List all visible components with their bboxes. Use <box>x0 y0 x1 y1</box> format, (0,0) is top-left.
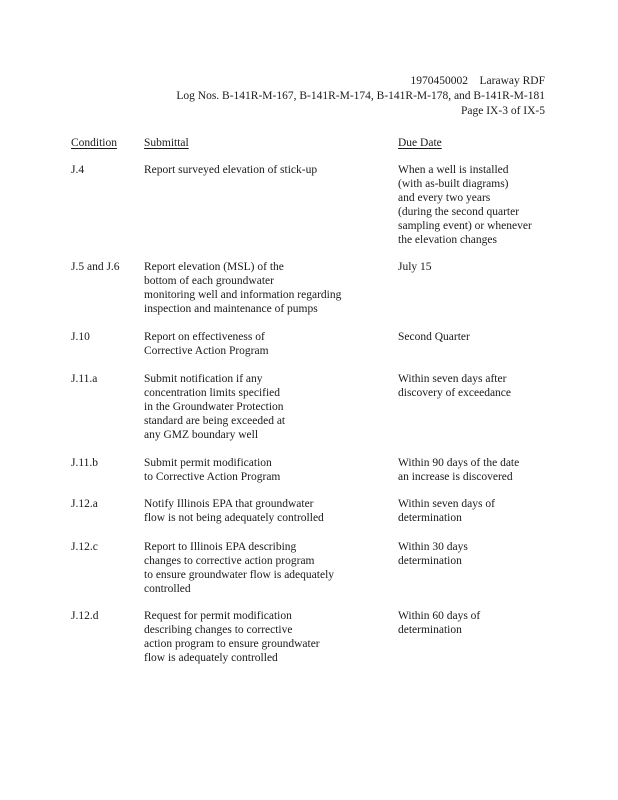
row-submittal: Report elevation (MSL) of the bottom of each groundwater monitoring well and information regarding inspection and maintenance of pumps <box>144 261 342 315</box>
row-submittal: Notify Illinois EPA that groundwater flow is not being adequately controlled <box>144 498 324 524</box>
column-header-due-date: Due Date <box>398 137 442 149</box>
row-submittal: Request for permit modification describing changes to corrective action program to ensure groundwater flow is adequately controlled <box>144 610 320 664</box>
row-submittal: Report on effectiveness of Corrective Action Program <box>144 331 269 357</box>
column-header-condition: Condition <box>71 137 118 149</box>
row-due-date: Within 60 days of determination <box>398 610 481 636</box>
page-header <box>176 74 545 119</box>
row-due-date: Within seven days after discovery of exceedance <box>398 373 512 399</box>
row-condition: J.12.a <box>71 498 98 510</box>
row-condition: J.12.c <box>71 541 98 553</box>
row-condition: J.4 <box>71 164 85 176</box>
row-due-date: Within seven days of determination <box>398 498 495 524</box>
row-due-date: Second Quarter <box>398 331 470 343</box>
row-condition: J.11.a <box>71 373 98 385</box>
row-condition: J.12.d <box>71 610 99 622</box>
row-submittal: Submit permit modification to Corrective Action Program <box>144 457 281 483</box>
header-log-numbers: Log Nos. B-141R-M-167, B-141R-M-174, B-141R-M-178, and B-141R-M-181 <box>176 90 545 102</box>
header-facility-id: 1970450002 Laraway RDF <box>410 75 545 87</box>
row-submittal: Report surveyed elevation of stick-up <box>144 164 318 176</box>
row-condition: J.10 <box>71 331 90 343</box>
row-due-date: When a well is installed (with as-built diagrams) and every two years (during the second quarter sampling event) or whenever the elevation changes <box>398 164 532 246</box>
row-condition: J.11.b <box>71 457 99 469</box>
row-due-date: Within 90 days of the date an increase is discovered <box>398 457 520 483</box>
column-header-submittal: Submittal <box>144 137 189 149</box>
row-submittal: Report to Illinois EPA describing changes to corrective action program to ensure groundwater flow is adequately controlled <box>144 541 335 595</box>
row-due-date: Within 30 days determination <box>398 541 468 567</box>
header-page-number: Page IX-3 of IX-5 <box>461 105 545 117</box>
row-condition: J.5 and J.6 <box>71 261 120 273</box>
row-due-date: July 15 <box>398 261 432 273</box>
row-submittal: Submit notification if any concentration limits specified in the Groundwater Protection standard are being exceeded at any GMZ boundary well <box>144 373 286 441</box>
